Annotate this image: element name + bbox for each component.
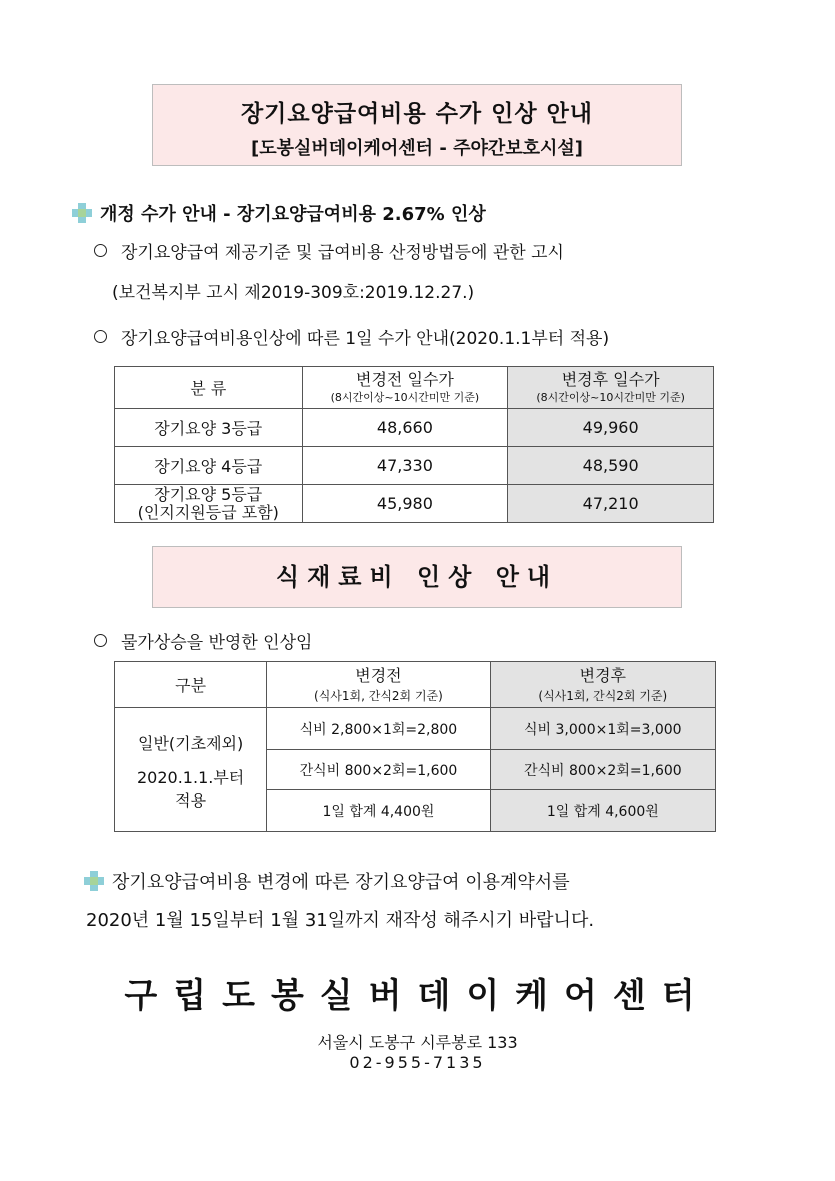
row-before: 45,980 <box>302 485 508 523</box>
row-before: 간식비 800×2회=1,600 <box>267 750 490 790</box>
table-header-row <box>115 367 714 409</box>
row-label: 장기요양 4등급 <box>115 447 303 485</box>
header-before <box>302 367 508 409</box>
notice-text: 장기요양급여비용 변경에 따른 장기요양급여 이용계약서를 <box>112 872 570 893</box>
bullet-text: 물가상승을 반영한 인상임 <box>121 633 313 653</box>
table-row <box>115 708 716 750</box>
header-after-sub: (8시간이상~10시간미만 기준) <box>536 390 685 404</box>
section1-heading <box>72 200 486 226</box>
fee-table <box>114 366 714 523</box>
bullet-item <box>94 238 564 263</box>
circle-bullet-icon <box>94 244 107 257</box>
row-label: 장기요양 3등급 <box>115 409 303 447</box>
circle-bullet-icon <box>94 330 107 343</box>
row-before: 48,660 <box>302 409 508 447</box>
section1-heading-text: 개정 수가 안내 - 장기요양급여비용 2.67% 인상 <box>100 204 486 225</box>
header-before-label: 변경전 일수가 <box>356 369 454 389</box>
row-after: 47,210 <box>508 485 714 523</box>
title-box <box>152 84 682 166</box>
meal-title-box <box>152 546 682 608</box>
header-before <box>267 662 490 708</box>
bullet-subtext: (보건복지부 고시 제2019-309호:2019.12.27.) <box>112 283 475 303</box>
row-before: 1일 합계 4,400원 <box>267 790 490 832</box>
category-line2: 2020.1.1.부터 <box>137 767 245 787</box>
header-after <box>490 662 715 708</box>
bullet-item <box>94 628 312 653</box>
bullet-item <box>94 324 609 349</box>
category-line3: 적용 <box>175 790 207 810</box>
row-label-line1: 장기요양 5등급 <box>154 484 263 504</box>
row-after: 식비 3,000×1회=3,000 <box>490 708 715 750</box>
header-category: 분 류 <box>115 367 303 409</box>
row-after: 49,960 <box>508 409 714 447</box>
header-before-sub: (8시간이상~10시간미만 기준) <box>330 390 480 404</box>
header-before-sub: (식사1회, 간식2회 기준) <box>314 689 443 703</box>
phone: 02-955-7135 <box>349 1053 486 1072</box>
row-category <box>115 708 267 832</box>
circle-bullet-icon <box>94 634 107 647</box>
center-name: 구립도봉실버데이케어센터 <box>124 976 711 1016</box>
cross-icon <box>84 871 104 891</box>
category-line1: 일반(기초제외) <box>138 733 244 753</box>
header-category: 구분 <box>115 662 267 708</box>
row-after: 1일 합계 4,600원 <box>490 790 715 832</box>
bullet-text: 장기요양급여비용인상에 따른 1일 수가 안내(2020.1.1부터 적용) <box>121 329 610 349</box>
table-row <box>115 409 714 447</box>
bullet-text: 장기요양급여 제공기준 및 급여비용 산정방법등에 관한 고시 <box>121 243 564 263</box>
row-after: 간식비 800×2회=1,600 <box>490 750 715 790</box>
table-row <box>115 447 714 485</box>
meal-table <box>114 661 716 832</box>
row-label-line2: (인지지원등급 포함) <box>137 502 279 522</box>
header-after-sub: (식사1회, 간식2회 기준) <box>538 689 668 703</box>
header-before-label: 변경전 <box>355 666 402 685</box>
notice-line2: 2020년 1월 15일부터 1월 31일까지 재작성 해주시기 바랍니다. <box>86 910 595 931</box>
header-after-label: 변경후 일수가 <box>561 369 660 389</box>
row-before: 47,330 <box>302 447 508 485</box>
row-before: 식비 2,800×1회=2,800 <box>267 708 490 750</box>
page-title: 장기요양급여비용 수가 인상 안내 <box>240 101 594 127</box>
row-after: 48,590 <box>508 447 714 485</box>
table-row <box>115 485 714 523</box>
address: 서울시 도봉구 시루봉로 133 <box>317 1033 518 1052</box>
header-after <box>508 367 714 409</box>
notice-line1 <box>84 868 570 894</box>
table-header-row <box>115 662 716 708</box>
header-after-label: 변경후 <box>579 666 626 685</box>
page-subtitle: [도봉실버데이케어센터 - 주야간보호시설] <box>250 138 584 159</box>
meal-title: 식재료비 인상 안내 <box>275 563 559 591</box>
row-label <box>115 485 303 523</box>
cross-icon <box>72 203 92 223</box>
